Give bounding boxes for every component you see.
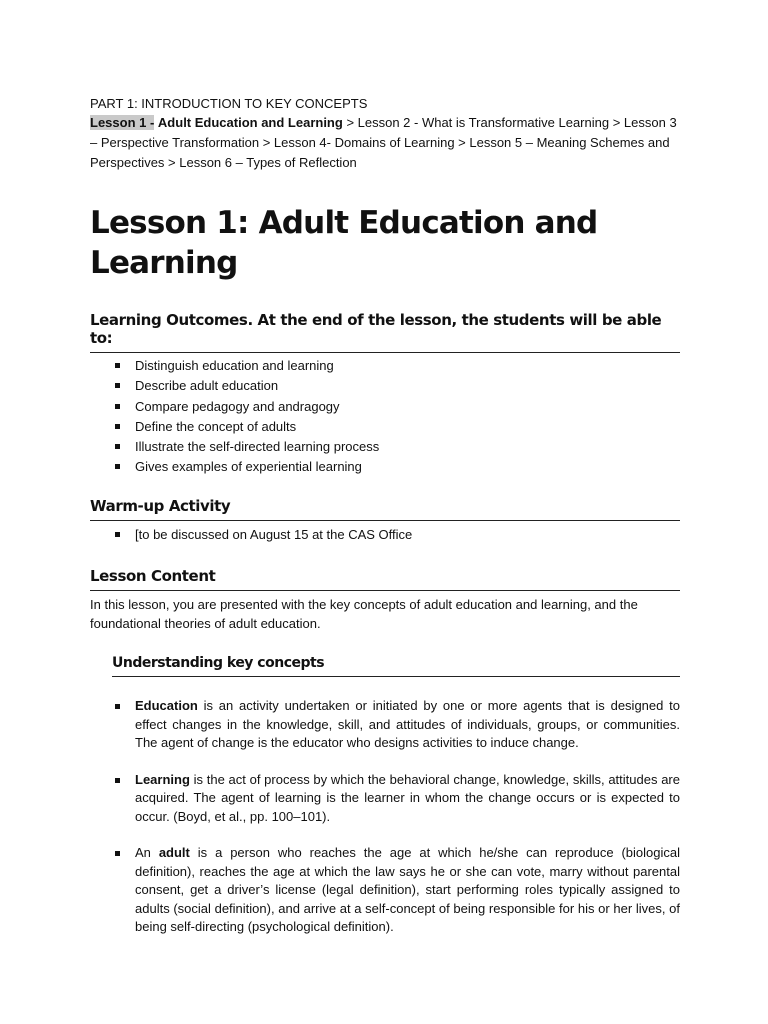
learning-outcomes-list <box>90 356 680 478</box>
definition-lead: An <box>135 845 159 861</box>
breadcrumb-current-title: Adult Education and Learning <box>157 115 343 130</box>
breadcrumb-rest: > Lesson 2 - What is Transformative Learning > Lesson 3 – Perspective Transformation > Lesson 4- Domains of Learning > Lesson 5 – Meaning Schemes and Perspectives > Lesson 6 – Types of Reflection <box>90 115 677 170</box>
list-item: Illustrate the self-directed learning process <box>90 437 680 457</box>
definitions-list <box>90 697 680 937</box>
list-item: Compare pedagogy and andragogy <box>90 397 680 417</box>
definition-term: Education <box>135 698 198 714</box>
document-page <box>90 94 680 955</box>
page-title: Lesson 1: Adult Education and Learning <box>90 205 598 281</box>
lesson-content-heading: Lesson Content <box>90 567 680 591</box>
definition-term: Learning <box>135 771 190 787</box>
key-concepts-heading: Understanding key concepts <box>112 655 680 677</box>
breadcrumb <box>90 113 680 173</box>
definition-adult <box>90 844 680 937</box>
warm-up-heading: Warm-up Activity <box>90 497 680 521</box>
list-item: Define the concept of adults <box>90 417 680 437</box>
definition-education <box>90 697 680 753</box>
definition-text: is an activity undertaken or initiated by one or more agents that is designed to effect changes in the knowledge, skill, and attitudes of individuals, groups, or communities. The agent of change is the educator who designs activities to induce change. <box>135 698 680 751</box>
definition-term: adult <box>158 845 190 861</box>
definition-text: is a person who reaches the age at which he/she can reproduce (biological definition), reaches the age at which the law says he or she can vote, marry without parental consent, get a driver’s license (legal definition), start performing roles typically assigned to adults (social definition), and arrive at a self-concept of being responsible for his or her lives, of being self-directing (psychological definition). <box>135 845 680 935</box>
list-item: Distinguish education and learning <box>90 356 680 376</box>
part-label: PART 1: INTRODUCTION TO KEY CONCEPTS <box>90 96 368 111</box>
warm-up-list <box>90 525 680 545</box>
lesson-intro: In this lesson, you are presented with the key concepts of adult education and learning, and the foundational theories of adult education. <box>90 597 638 632</box>
list-item: [to be discussed on August 15 at the CAS Office <box>90 525 680 545</box>
definition-learning <box>90 771 680 827</box>
list-item: Describe adult education <box>90 376 680 396</box>
definition-text: is the act of process by which the behavioral change, knowledge, skills, attitudes are acquired. The agent of learning is the learner in whom the change occurs or is expected to occur. (Boyd, et al., pp. 100–101). <box>135 771 680 824</box>
list-item: Gives examples of experiential learning <box>90 457 680 477</box>
breadcrumb-current-prefix: Lesson 1 - <box>90 115 155 130</box>
learning-outcomes-heading: Learning Outcomes. At the end of the lesson, the students will be able to: <box>90 311 680 353</box>
